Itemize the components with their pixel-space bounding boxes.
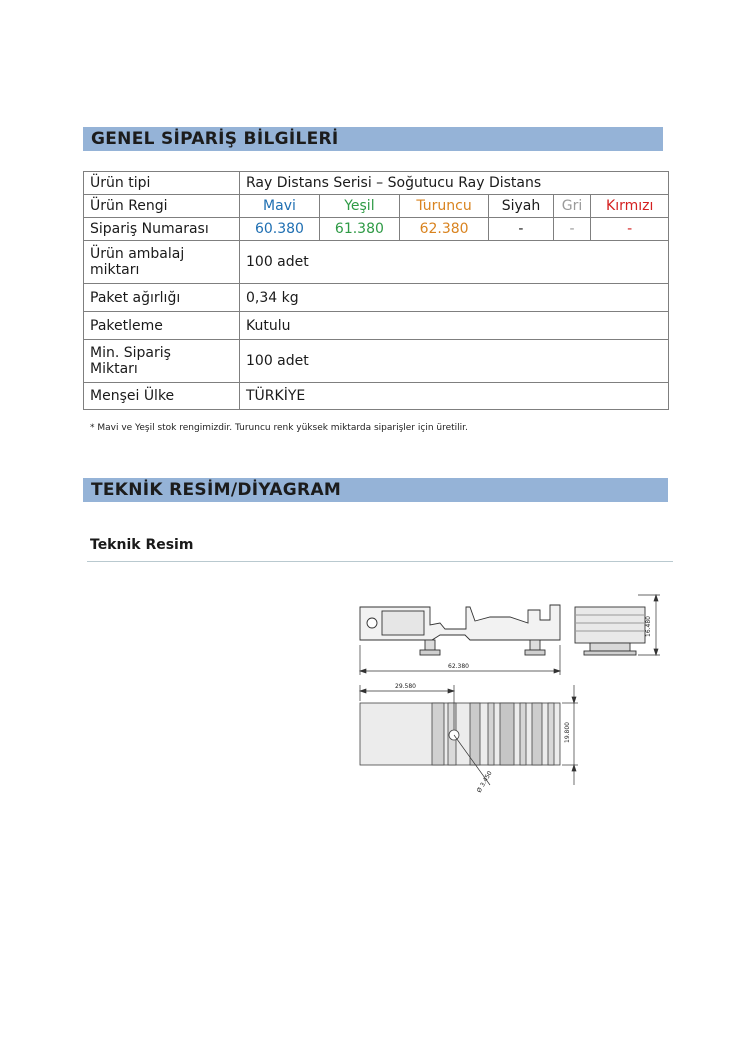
end-view: [575, 607, 645, 655]
table-row: [84, 172, 669, 195]
label-line: Min. Sipariş: [90, 345, 171, 361]
table-row: [84, 195, 669, 218]
row-value: TÜRKİYE: [240, 383, 669, 410]
side-profile-view: [360, 605, 560, 655]
order-no-kirmizi: -: [591, 218, 669, 241]
order-no-turuncu: 62.380: [399, 218, 488, 241]
dim-hole-label: Ø 3.450: [475, 769, 494, 794]
row-value: Ray Distans Serisi – Soğutucu Ray Distans: [240, 172, 669, 195]
row-value: 0,34 kg: [240, 284, 669, 312]
color-turuncu: Turuncu: [399, 195, 488, 218]
label-line: Ürün ambalaj: [90, 246, 185, 262]
row-label: [84, 241, 240, 284]
row-label: Ürün tipi: [84, 172, 240, 195]
label-line: Miktarı: [90, 361, 138, 377]
row-label: Paketleme: [84, 312, 240, 340]
table-row: [84, 241, 669, 284]
color-mavi: Mavi: [240, 195, 320, 218]
top-view: [360, 703, 560, 765]
order-no-yesil: 61.380: [319, 218, 399, 241]
row-label: [84, 340, 240, 383]
color-gri: Gri: [553, 195, 591, 218]
dim-height-label: 16.480: [645, 616, 652, 637]
color-yesil: Yeşil: [319, 195, 399, 218]
table-row: [84, 284, 669, 312]
row-label: Paket ağırlığı: [84, 284, 240, 312]
label-line: miktarı: [90, 262, 140, 278]
dim-offset-label: 29.580: [395, 683, 416, 690]
order-info-table: [83, 171, 669, 410]
subsection-title: Teknik Resim: [90, 537, 194, 553]
section-title-genel-siparis: GENEL SİPARİŞ BİLGİLERİ: [83, 127, 663, 151]
table-row: [84, 383, 669, 410]
technical-drawing: [340, 585, 670, 800]
section-title-teknik-resim: TEKNİK RESİM/DİYAGRAM: [83, 478, 668, 502]
dim-length-label: 62.380: [448, 663, 469, 670]
table-row: [84, 340, 669, 383]
row-label: Menşei Ülke: [84, 383, 240, 410]
row-value: Kutulu: [240, 312, 669, 340]
row-label: Sipariş Numarası: [84, 218, 240, 241]
order-no-siyah: -: [489, 218, 553, 241]
table-row: [84, 312, 669, 340]
row-value: 100 adet: [240, 241, 669, 284]
row-label: Ürün Rengi: [84, 195, 240, 218]
dim-width-text: 19.800: [564, 722, 571, 743]
order-no-gri: -: [553, 218, 591, 241]
color-siyah: Siyah: [489, 195, 553, 218]
divider: [87, 561, 673, 562]
table-row: [84, 218, 669, 241]
row-value: 100 adet: [240, 340, 669, 383]
order-no-mavi: 60.380: [240, 218, 320, 241]
color-kirmizi: Kırmızı: [591, 195, 669, 218]
footnote: * Mavi ve Yeşil stok rengimizdir. Turuncu renk yüksek miktarda siparişler için üretilir.: [90, 423, 468, 433]
